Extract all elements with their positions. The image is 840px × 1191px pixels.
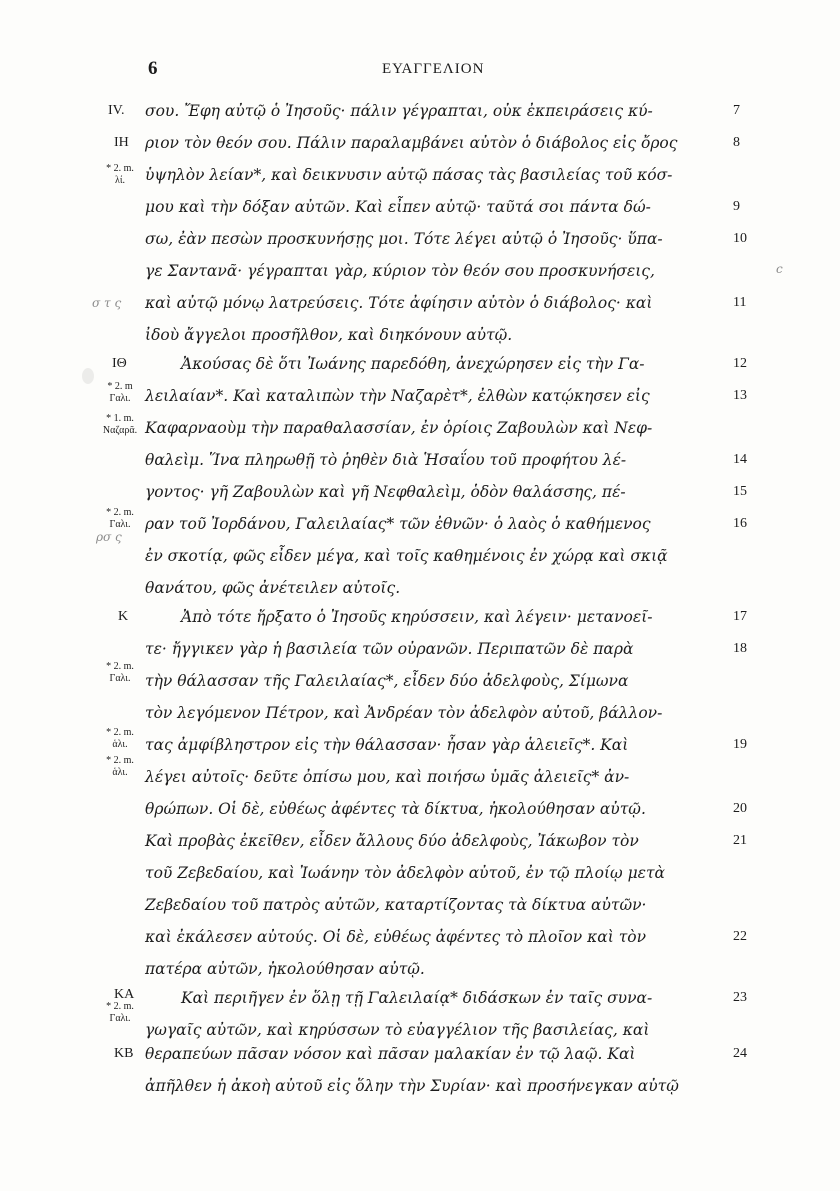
margin-note: ἁλι. xyxy=(112,739,128,750)
margin-note: Ναζαρᾶ. xyxy=(102,425,138,436)
text-line: σω, ἐὰν πεσὼν προσκυνήσῃς μοι. Τότε λέγει αὐτῷ ὁ Ἰησοῦς· ὕπα- xyxy=(145,230,663,248)
margin-note: ἁλι. xyxy=(112,767,128,778)
text-line: τοῦ Ζεβεδαίου, καὶ Ἰωάνην τὸν ἀδελφὸν αὐτοῦ, ἐν τῷ πλοίῳ μετὰ xyxy=(145,864,666,882)
verse-number: 18 xyxy=(733,641,747,656)
text-line: ἀπῆλθεν ἡ ἀκοὴ αὐτοῦ εἰς ὅλην τὴν Συρίαν· καὶ προσήνεγκαν αὐτῷ xyxy=(145,1077,679,1095)
text-line: πατέρα αὐτῶν, ἠκολούθησαν αὐτῷ. xyxy=(145,960,425,978)
text-line: σου. Ἔφη αὐτῷ ὁ Ἰησοῦς· πάλιν γέγραπται, οὐκ ἐκπειράσεις κύ- xyxy=(145,102,653,120)
text-line: μου καὶ τὴν δόξαν αὐτῶν. Καὶ εἶπεν αὐτῷ· ταῦτά σοι πάντα δώ- xyxy=(145,198,651,216)
verse-number: 22 xyxy=(733,929,747,944)
margin-note: Γαλι. xyxy=(109,519,131,530)
page-number: 6 xyxy=(148,58,158,79)
verse-number: 11 xyxy=(733,295,747,310)
verse-number: 20 xyxy=(733,801,747,816)
verse-number: 7 xyxy=(733,103,740,118)
margin-note: * 2. m xyxy=(107,381,133,392)
text-line: ραν τοῦ Ἰορδάνου, Γαλειλαίας* τῶν ἐθνῶν· ὁ λαὸς ὁ καθήμενος xyxy=(145,515,651,533)
text-line: Καὶ περιῆγεν ἐν ὅλῃ τῇ Γαλειλαίᾳ* διδάσκων ἐν ταῖς συνα- xyxy=(181,989,653,1007)
text-line: ριον τὸν θεόν σου. Πάλιν παραλαμβάνει αὐτὸν ὁ διάβολος εἰς ὄρος xyxy=(145,134,678,152)
text-line: Καὶ προβὰς ἐκεῖθεν, εἶδεν ἄλλους δύο ἀδελφοὺς, Ἰάκωβον τὸν xyxy=(145,832,639,850)
text-line: τὸν λεγόμενον Πέτρον, καὶ Ἀνδρέαν τὸν ἀδελφὸν αὐτοῦ, βάλλον- xyxy=(145,704,663,722)
text-line: καὶ αὐτῷ μόνῳ λατρεύσεις. Τότε ἀφίησιν αὐτὸν ὁ διάβολος· καὶ xyxy=(145,294,653,312)
margin-note: * 2. m. xyxy=(106,163,134,174)
text-line: τας ἀμφίβληστρον εἰς τὴν θάλασσαν· ἦσαν γὰρ ἁλειεῖς*. Καὶ xyxy=(145,736,629,754)
margin-note: Γαλι. xyxy=(109,1013,131,1024)
text-line: Ἀπὸ τότε ἤρξατο ὁ Ἰησοῦς κηρύσσειν, καὶ λέγειν· μετανοεῖ- xyxy=(181,608,653,626)
margin-note: * 2. m. xyxy=(106,755,134,766)
text-line: θανάτου, φῶς ἀνέτειλεν αὐτοῖς. xyxy=(145,579,401,597)
text-line: θρώπων. Οἱ δὲ, εὐθέως ἀφέντες τὰ δίκτυα, ἠκολούθησαν αὐτῷ. xyxy=(145,800,646,818)
text-line: θεραπεύων πᾶσαν νόσον καὶ πᾶσαν μαλακίαν ἐν τῷ λαῷ. Καὶ xyxy=(145,1045,636,1063)
text-line: τὴν θάλασσαν τῆς Γαλειλαίας*, εἶδεν δύο ἀδελφοὺς, Σίμωνα xyxy=(145,672,629,690)
handwritten-mark: ρσ ς xyxy=(96,530,122,544)
text-line: Καφαρναοὺμ τὴν παραθαλασσίαν, ἐν ὁρίοις Ζαβουλὼν καὶ Νεφ- xyxy=(145,419,653,437)
verse-number: 19 xyxy=(733,737,747,752)
section-mark-k: K xyxy=(118,609,129,624)
section-mark-ka: KA xyxy=(114,987,135,1002)
margin-note: Γαλι. xyxy=(109,673,131,684)
text-line: θαλεὶμ. Ἵνα πληρωθῇ τὸ ῥηθὲν διὰ Ἡσαΐου τοῦ προφήτου λέ- xyxy=(145,451,627,469)
text-line: γε Σαντανᾶ· γέγραπται γὰρ, κύριον τὸν θεόν σου προσκυνήσεις, xyxy=(145,262,655,280)
text-line: λειλαίαν*. Καὶ καταλιπὼν τὴν Ναζαρὲτ*, ἐλθὼν κατῴκησεν εἰς xyxy=(145,387,650,405)
handwritten-mark: σ τ ς xyxy=(92,296,122,310)
margin-note: * 2. m. xyxy=(106,661,134,672)
verse-number: 23 xyxy=(733,990,747,1005)
verse-number: 16 xyxy=(733,516,747,531)
verse-number: 9 xyxy=(733,199,740,214)
verse-number: 21 xyxy=(733,833,747,848)
verse-number: 10 xyxy=(733,231,747,246)
text-line: Ζεβεδαίου τοῦ πατρὸς αὐτῶν, καταρτίζοντας τὰ δίκτυα αὐτῶν· xyxy=(145,896,647,914)
text-line: γοντος· γῆ Ζαβουλὼν καὶ γῆ Νεφθαλεὶμ, ὁδὸν θαλάσσης, πέ- xyxy=(145,483,626,501)
text-line: γωγαῖς αὐτῶν, καὶ κηρύσσων τὸ εὐαγγέλιον τῆς βασιλείας, καὶ xyxy=(145,1021,650,1039)
section-mark-ith: IΘ xyxy=(112,356,127,371)
text-line: ἐν σκοτίᾳ, φῶς εἶδεν μέγα, καὶ τοῖς καθημένοις ἐν χώρᾳ καὶ σκιᾷ xyxy=(145,547,668,565)
margin-note: * 2. m. xyxy=(106,507,134,518)
verse-number: 8 xyxy=(733,135,740,150)
section-mark-kb: KB xyxy=(114,1046,134,1061)
margin-note: * 1. m. xyxy=(106,413,134,424)
margin-note: Γαλι. xyxy=(109,393,131,404)
verse-number: 14 xyxy=(733,452,747,467)
verse-number: 24 xyxy=(733,1046,747,1061)
text-line: λέγει αὐτοῖς· δεῦτε ὀπίσω μου, καὶ ποιήσω ὑμᾶς ἁλειεῖς* ἀν- xyxy=(145,768,630,786)
verse-number: 13 xyxy=(733,388,747,403)
handwritten-mark: c xyxy=(776,262,783,276)
text-line: τε· ἤγγικεν γὰρ ἡ βασιλεία τῶν οὐρανῶν. Περιπατῶν δὲ παρὰ xyxy=(145,640,634,658)
text-line: καὶ ἐκάλεσεν αὐτούς. Οἱ δὲ, εὐθέως ἀφέντες τὸ πλοῖον καὶ τὸν xyxy=(145,928,647,946)
section-mark-iv: IV. xyxy=(108,103,125,118)
verse-number: 17 xyxy=(733,609,747,624)
running-title: ΕΥΑΓΓΕΛΙΟΝ xyxy=(382,61,485,77)
text-line: ἰδοὺ ἄγγελοι προσῆλθον, καὶ διηκόνουν αὐτῷ. xyxy=(145,326,513,344)
paper-stain xyxy=(82,368,94,384)
margin-note: * 2. m. xyxy=(106,727,134,738)
margin-note: λί. xyxy=(114,175,126,186)
text-line: Ἀκούσας δὲ ὅτι Ἰωάνης παρεδόθη, ἀνεχώρησεν εἰς τὴν Γα- xyxy=(181,355,645,373)
text-line: ὑψηλὸν λείαν*, καὶ δεικνυσιν αὐτῷ πάσας τὰς βασιλείας τοῦ κόσ- xyxy=(145,166,673,184)
verse-number: 15 xyxy=(733,484,747,499)
section-mark-ih: IH xyxy=(114,135,129,150)
margin-note: * 2. m. xyxy=(106,1001,134,1012)
verse-number: 12 xyxy=(733,356,747,371)
